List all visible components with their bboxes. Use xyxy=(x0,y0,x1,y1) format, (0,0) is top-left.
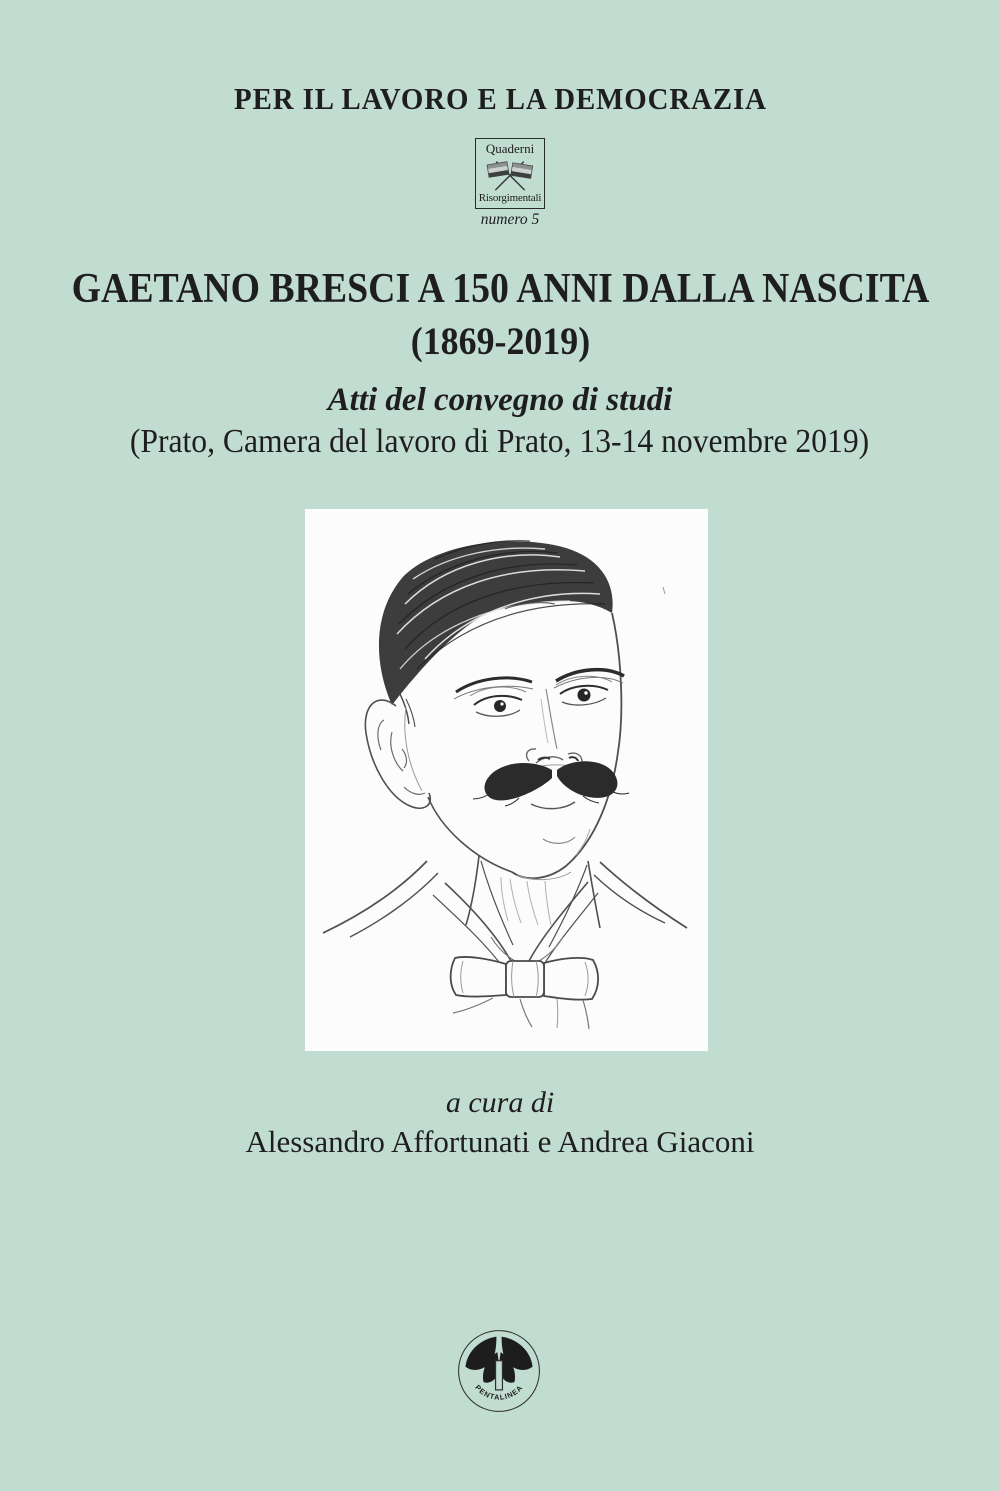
book-title: GAETANO BRESCI A 150 ANNI DALLA NASCITA xyxy=(71,266,929,312)
portrait-mustache xyxy=(473,761,629,806)
bresci-portrait-sketch xyxy=(305,509,708,1051)
series-title: PER IL LAVORO E LA DEMOCRAZIA xyxy=(233,81,767,116)
portrait-eyebrows xyxy=(454,670,624,699)
portrait-collar xyxy=(323,861,687,970)
palm-tree-icon xyxy=(456,1328,542,1414)
book-subtitle: Atti del convegno di studi xyxy=(327,382,673,418)
portrait-bow-tie xyxy=(451,957,599,1029)
emblem-top-label: Quaderni xyxy=(485,141,535,156)
series-emblem xyxy=(475,138,545,228)
portrait-ear xyxy=(365,700,430,808)
portrait-hair xyxy=(379,541,613,727)
venue-line: (Prato, Camera del lavoro di Prato, 13-14 novembre 2019) xyxy=(130,423,870,460)
portrait-nose xyxy=(527,689,583,768)
left-flag xyxy=(487,161,509,177)
crossed-flags-icon xyxy=(484,158,536,191)
portrait-mouth xyxy=(531,802,590,855)
portrait-eyes xyxy=(470,676,612,716)
portrait-frame xyxy=(305,509,708,1051)
emblem-bottom-label: Risorgimentali xyxy=(478,192,542,204)
emblem-issue-number: numero 5 xyxy=(480,211,540,228)
palm-trunk xyxy=(496,1361,503,1390)
editors-names: Alessandro Affortunati e Andrea Giaconi xyxy=(245,1124,755,1159)
curator-label: a cura di xyxy=(445,1086,555,1119)
portrait-face xyxy=(405,613,622,880)
series-emblem-box xyxy=(475,138,545,209)
publisher-logo xyxy=(456,1328,542,1414)
publisher-name: PENTALINEA xyxy=(473,1382,525,1402)
right-flag xyxy=(511,162,533,178)
book-years: (1869-2019) xyxy=(410,320,590,363)
